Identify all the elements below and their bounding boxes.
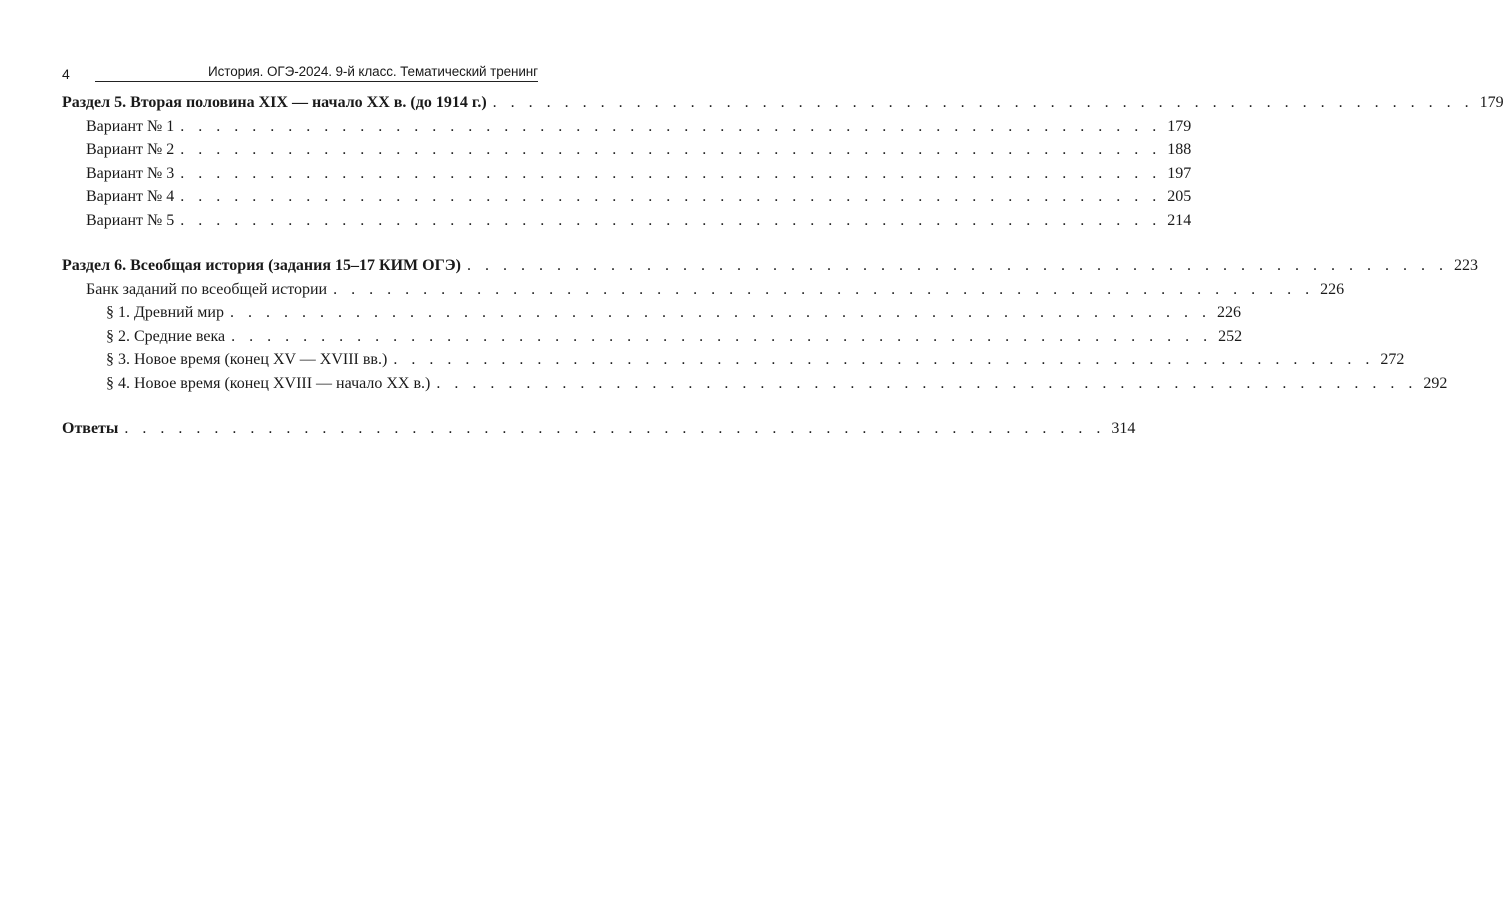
toc-entry-label: Вариант № 1: [86, 117, 175, 135]
toc-leader-dots: . . . . . . . . . . . . . . . . . . . . . . . . . . . . . . . . . . . . . . . . . . . . . . . . . . . . . . .: [333, 280, 1315, 298]
toc-answers[interactable]: [62, 417, 1136, 441]
toc-entry-label: Вариант № 3: [86, 164, 175, 182]
toc-variant-4[interactable]: [62, 185, 1192, 209]
toc-page-number: 205: [1167, 188, 1192, 205]
toc-page-number: 197: [1167, 164, 1192, 182]
toc-entry-label: § 4. Новое время (конец XVIII — начало XX в.): [106, 374, 431, 392]
toc-leader-dots: . . . . . . . . . . . . . . . . . . . . . . . . . . . . . . . . . . . . . . . . . . . . . . . . . . . . . . .: [466, 257, 1448, 274]
toc-page-number: 292: [1423, 374, 1448, 392]
toc-entry-label: Вариант № 4: [86, 188, 175, 205]
toc-variant-1[interactable]: [62, 115, 1192, 139]
toc-page-number: 179: [1479, 94, 1504, 111]
toc-page-number: 272: [1380, 351, 1405, 368]
toc-leader-dots: . . . . . . . . . . . . . . . . . . . . . . . . . . . . . . . . . . . . . . . . . . . . . . . . . . . . . . .: [180, 211, 1162, 229]
section-gap: [62, 395, 538, 417]
toc-section-6[interactable]: [62, 254, 1478, 278]
toc-leader-dots: . . . . . . . . . . . . . . . . . . . . . . . . . . . . . . . . . . . . . . . . . . . . . . . . . . . . . . .: [436, 374, 1418, 392]
toc-paragraph-2[interactable]: [62, 325, 1243, 349]
toc-page-number: 223: [1453, 257, 1478, 274]
toc-leader-dots: . . . . . . . . . . . . . . . . . . . . . . . . . . . . . . . . . . . . . . . . . . . . . . . . . . . . . . .: [180, 117, 1162, 135]
toc-paragraph-1[interactable]: [62, 301, 1241, 325]
header-rule: [95, 81, 538, 82]
running-header: [62, 61, 538, 83]
toc-page-number: 226: [1320, 280, 1345, 298]
toc-variant-5[interactable]: [62, 209, 1192, 233]
toc-entry-label: Раздел 6. Всеобщая история (задания 15–17 КИМ ОГЭ): [62, 257, 461, 274]
toc-paragraph-3[interactable]: [62, 348, 1405, 372]
toc-entry-label: § 1. Древний мир: [106, 304, 224, 321]
toc-page-number: 314: [1111, 420, 1136, 437]
toc-page-number: 188: [1167, 141, 1192, 158]
table-of-contents: [62, 91, 1504, 441]
toc-entry-label: § 2. Средние века: [106, 327, 226, 345]
toc-entry-label: § 3. Новое время (конец XV — XVIII вв.): [106, 351, 388, 368]
toc-page-number: 252: [1218, 327, 1243, 345]
toc-page-number: 226: [1216, 304, 1241, 321]
toc-entry-label: Раздел 5. Вторая половина XIX — начало XX в. (до 1914 г.): [62, 94, 487, 111]
toc-variant-3[interactable]: [62, 162, 1192, 186]
page-number: 4: [62, 66, 70, 82]
section-gap: [62, 232, 538, 254]
toc-page-number: 179: [1167, 117, 1192, 135]
toc-entry-label: Ответы: [62, 420, 119, 437]
toc-entry-label: Вариант № 2: [86, 141, 175, 158]
toc-entry-label: Банк заданий по всеобщей истории: [86, 280, 328, 298]
toc-variant-2[interactable]: [62, 138, 1192, 162]
toc-leader-dots: . . . . . . . . . . . . . . . . . . . . . . . . . . . . . . . . . . . . . . . . . . . . . . . . . . . . . . .: [124, 420, 1106, 437]
toc-leader-dots: . . . . . . . . . . . . . . . . . . . . . . . . . . . . . . . . . . . . . . . . . . . . . . . . . . . . . . .: [393, 351, 1375, 368]
toc-leader-dots: . . . . . . . . . . . . . . . . . . . . . . . . . . . . . . . . . . . . . . . . . . . . . . . . . . . . . . .: [180, 188, 1162, 205]
toc-leader-dots: . . . . . . . . . . . . . . . . . . . . . . . . . . . . . . . . . . . . . . . . . . . . . . . . . . . . . . .: [231, 327, 1213, 345]
toc-paragraph-4[interactable]: [62, 372, 1448, 396]
toc-leader-dots: . . . . . . . . . . . . . . . . . . . . . . . . . . . . . . . . . . . . . . . . . . . . . . . . . . . . . . .: [229, 304, 1211, 321]
toc-section-5[interactable]: [62, 91, 1504, 115]
toc-leader-dots: . . . . . . . . . . . . . . . . . . . . . . . . . . . . . . . . . . . . . . . . . . . . . . . . . . . . . . .: [180, 141, 1162, 158]
toc-task-bank[interactable]: [62, 278, 1345, 302]
toc-entry-label: Вариант № 5: [86, 211, 175, 229]
toc-page-number: 214: [1167, 211, 1192, 229]
toc-leader-dots: . . . . . . . . . . . . . . . . . . . . . . . . . . . . . . . . . . . . . . . . . . . . . . . . . . . . . . .: [492, 94, 1474, 111]
running-title: История. ОГЭ-2024. 9-й класс. Тематический тренинг: [208, 64, 538, 79]
toc-leader-dots: . . . . . . . . . . . . . . . . . . . . . . . . . . . . . . . . . . . . . . . . . . . . . . . . . . . . . . .: [180, 164, 1162, 182]
